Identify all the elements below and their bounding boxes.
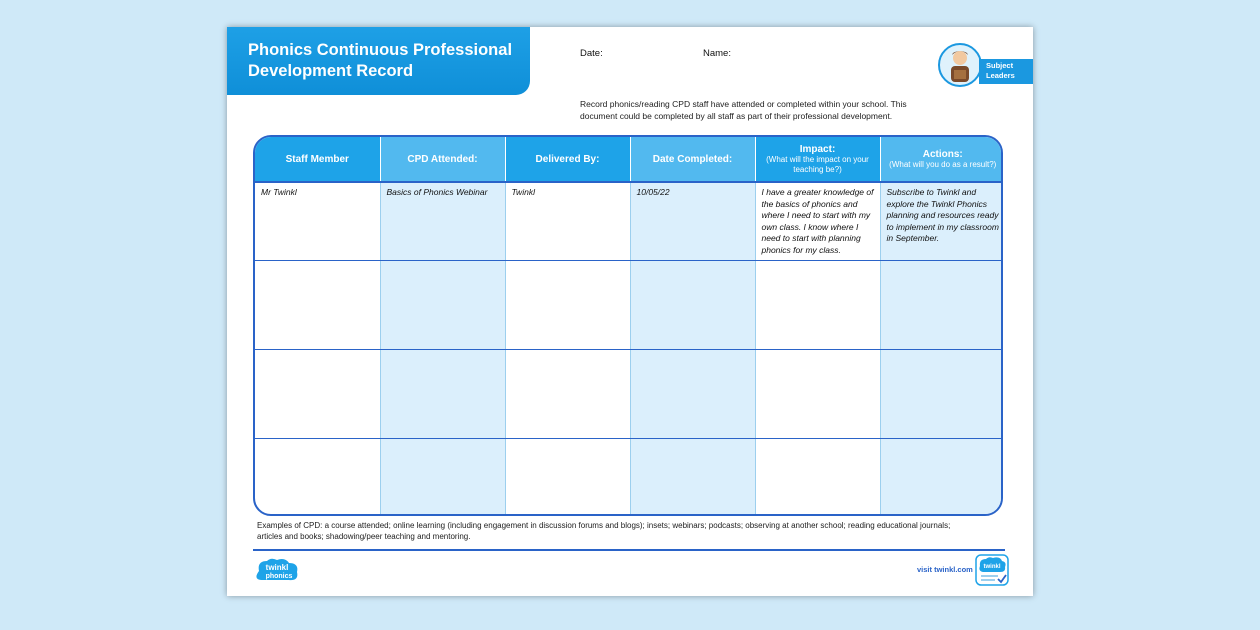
- site-link[interactable]: visit twinkl.com: [917, 565, 973, 574]
- table-cell[interactable]: [255, 261, 380, 350]
- header-impact: Impact: (What will the impact on your teaching be?): [755, 137, 880, 182]
- table-cell[interactable]: [255, 350, 380, 439]
- header-cpd-attended: CPD Attended:: [380, 137, 505, 182]
- table-cell[interactable]: [380, 261, 505, 350]
- table-cell[interactable]: [755, 350, 880, 439]
- table-row: [255, 182, 1003, 261]
- table-row: [255, 261, 1003, 350]
- examples-line-1: Examples of CPD: a course attended; online learning (including engagement in discussion forums and blogs); insets; webinars; podcasts; observing at another school; reading educational journals;: [257, 521, 951, 530]
- teacher-avatar-icon: [938, 43, 982, 87]
- table-cell[interactable]: [755, 439, 880, 517]
- table-cell[interactable]: [255, 439, 380, 517]
- table-cell[interactable]: [630, 261, 755, 350]
- table-cell[interactable]: [505, 261, 630, 350]
- examples-line-2: articles and books; shadowing/peer teaching and mentoring.: [257, 531, 471, 541]
- table-cell[interactable]: I have a greater knowledge of the basics of phonics and where I need to start with my own class. I know where I need to start with planning phonics for my class.: [755, 182, 880, 261]
- subject-leaders-badge: [979, 59, 1033, 84]
- table-header-row: [255, 137, 1003, 182]
- twinkl-phonics-logo[interactable]: [253, 557, 301, 587]
- document-page: [227, 27, 1033, 596]
- logo-left-text-1: twinkl: [265, 563, 289, 572]
- table-row: [255, 439, 1003, 517]
- table-cell[interactable]: Subscribe to Twinkl and explore the Twinkl Phonics planning and resources ready to implement in my classroom in September.: [880, 182, 1003, 261]
- badge-line-1: Subject: [986, 61, 1014, 70]
- name-label: Name:: [703, 48, 731, 59]
- twinkl-quality-badge[interactable]: [975, 554, 1009, 586]
- date-label: Date:: [580, 48, 603, 59]
- table-cell[interactable]: [630, 350, 755, 439]
- title-banner: [227, 27, 530, 95]
- table-cell[interactable]: [880, 439, 1003, 517]
- table-cell[interactable]: [630, 439, 755, 517]
- footer-divider: [253, 549, 1005, 551]
- cpd-table: [253, 135, 1003, 516]
- title-line-2: Development Record: [248, 62, 414, 80]
- logo-right-text: twinkl: [983, 564, 1001, 570]
- intro-line-2: document could be completed by all staff as part of their professional development.: [580, 110, 893, 121]
- intro-text: [580, 99, 940, 122]
- logo-left-text-2: phonics: [265, 573, 293, 580]
- cpd-examples-note: [257, 521, 1007, 542]
- table-cell[interactable]: Mr Twinkl: [255, 182, 380, 261]
- title-line-1: Phonics Continuous Professional: [248, 41, 513, 59]
- header-delivered-by: Delivered By:: [505, 137, 630, 182]
- intro-line-1: Record phonics/reading CPD staff have attended or completed within your school. This: [580, 99, 907, 109]
- table-cell[interactable]: [880, 350, 1003, 439]
- header-date-completed: Date Completed:: [630, 137, 755, 182]
- header-staff-member: Staff Member: [255, 137, 380, 182]
- table-cell[interactable]: 10/05/22: [630, 182, 755, 261]
- table-cell[interactable]: [380, 350, 505, 439]
- badge-line-2: Leaders: [986, 71, 1015, 80]
- table-cell[interactable]: [755, 261, 880, 350]
- header-actions-sub: (What will you do as a result?): [889, 159, 997, 169]
- table-cell[interactable]: Basics of Phonics Webinar: [380, 182, 505, 261]
- header-actions: Actions: (What will you do as a result?): [880, 137, 1003, 182]
- header-impact-sub: (What will the impact on your teaching be?): [766, 154, 869, 174]
- table-cell[interactable]: [880, 261, 1003, 350]
- table-row: [255, 350, 1003, 439]
- table-cell[interactable]: [505, 350, 630, 439]
- table-cell[interactable]: [380, 439, 505, 517]
- table-cell[interactable]: [505, 439, 630, 517]
- table-cell[interactable]: Twinkl: [505, 182, 630, 261]
